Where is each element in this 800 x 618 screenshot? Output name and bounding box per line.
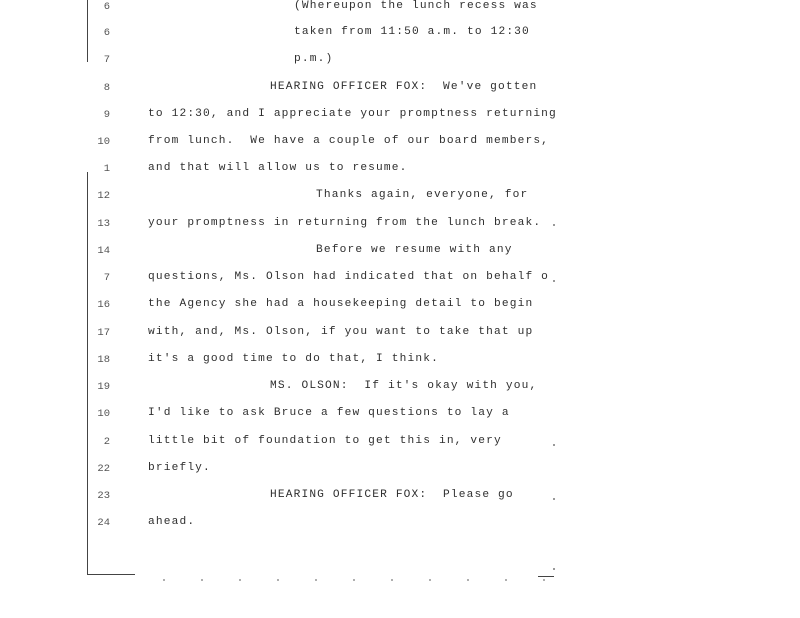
line-text: ahead. xyxy=(148,516,196,528)
line-text: HEARING OFFICER FOX: Please go xyxy=(270,489,514,501)
transcript-line xyxy=(0,108,800,128)
line-number: 7 xyxy=(103,54,110,66)
transcript-line xyxy=(0,26,800,46)
bottom-margin-rule xyxy=(87,574,135,575)
line-text: to 12:30, and I appreciate your promptness returning xyxy=(148,108,557,120)
line-number: 24 xyxy=(97,517,110,529)
line-number: 9 xyxy=(103,109,110,121)
line-text: your promptness in returning from the lunch break. xyxy=(148,217,542,229)
line-number: 17 xyxy=(97,327,110,339)
transcript-line xyxy=(0,189,800,209)
line-number: 8 xyxy=(103,82,110,94)
line-number: 12 xyxy=(97,190,110,202)
line-text: with, and, Ms. Olson, if you want to take that up xyxy=(148,326,534,338)
line-text: questions, Ms. Olson had indicated that on behalf o xyxy=(148,271,550,283)
line-number: 7 xyxy=(103,272,110,284)
line-text: Thanks again, everyone, for xyxy=(316,189,529,201)
transcript-line xyxy=(0,516,800,536)
line-number: 10 xyxy=(97,136,110,148)
line-number: 22 xyxy=(97,463,110,475)
transcript-line xyxy=(0,407,800,427)
line-text: taken from 11:50 a.m. to 12:30 xyxy=(294,26,530,38)
transcript-line xyxy=(0,81,800,101)
line-text: (Whereupon the lunch recess was xyxy=(294,0,538,12)
line-number: 13 xyxy=(97,218,110,230)
line-text: and that will allow us to resume. xyxy=(148,162,408,174)
line-text: MS. OLSON: If it's okay with you, xyxy=(270,380,538,392)
transcript-line xyxy=(0,380,800,400)
line-text: briefly. xyxy=(148,462,211,474)
transcript-line xyxy=(0,435,800,455)
line-number: 23 xyxy=(97,490,110,502)
transcript-line xyxy=(0,298,800,318)
footer-dotted-rule xyxy=(145,578,555,582)
line-number: 6 xyxy=(103,1,110,13)
transcript-line xyxy=(0,0,800,20)
line-text: Before we resume with any xyxy=(316,244,513,256)
line-number: 6 xyxy=(103,27,110,39)
transcript-line xyxy=(0,53,800,73)
transcript-line xyxy=(0,462,800,482)
transcript-line xyxy=(0,244,800,264)
line-number: 10 xyxy=(97,408,110,420)
transcript-line xyxy=(0,135,800,155)
line-text: the Agency she had a housekeeping detail to begin xyxy=(148,298,534,310)
transcript-line xyxy=(0,271,800,291)
transcript-line xyxy=(0,489,800,509)
transcript-line xyxy=(0,326,800,346)
scan-speck xyxy=(553,568,555,570)
line-text: I'd like to ask Bruce a few questions to lay a xyxy=(148,407,510,419)
line-text: HEARING OFFICER FOX: We've gotten xyxy=(270,81,538,93)
line-number: 14 xyxy=(97,245,110,257)
line-number: 2 xyxy=(103,436,110,448)
transcript-line xyxy=(0,217,800,237)
line-number: 18 xyxy=(97,354,110,366)
line-text: from lunch. We have a couple of our board members, xyxy=(148,135,550,147)
line-number: 16 xyxy=(97,299,110,311)
line-number: 19 xyxy=(97,381,110,393)
line-number: 1 xyxy=(103,163,110,175)
transcript-line xyxy=(0,353,800,373)
line-text: it's a good time to do that, I think. xyxy=(148,353,439,365)
line-text: little bit of foundation to get this in, very xyxy=(148,435,502,447)
bottom-right-dash xyxy=(538,576,554,577)
line-text: p.m.) xyxy=(294,53,334,65)
transcript-line xyxy=(0,162,800,182)
